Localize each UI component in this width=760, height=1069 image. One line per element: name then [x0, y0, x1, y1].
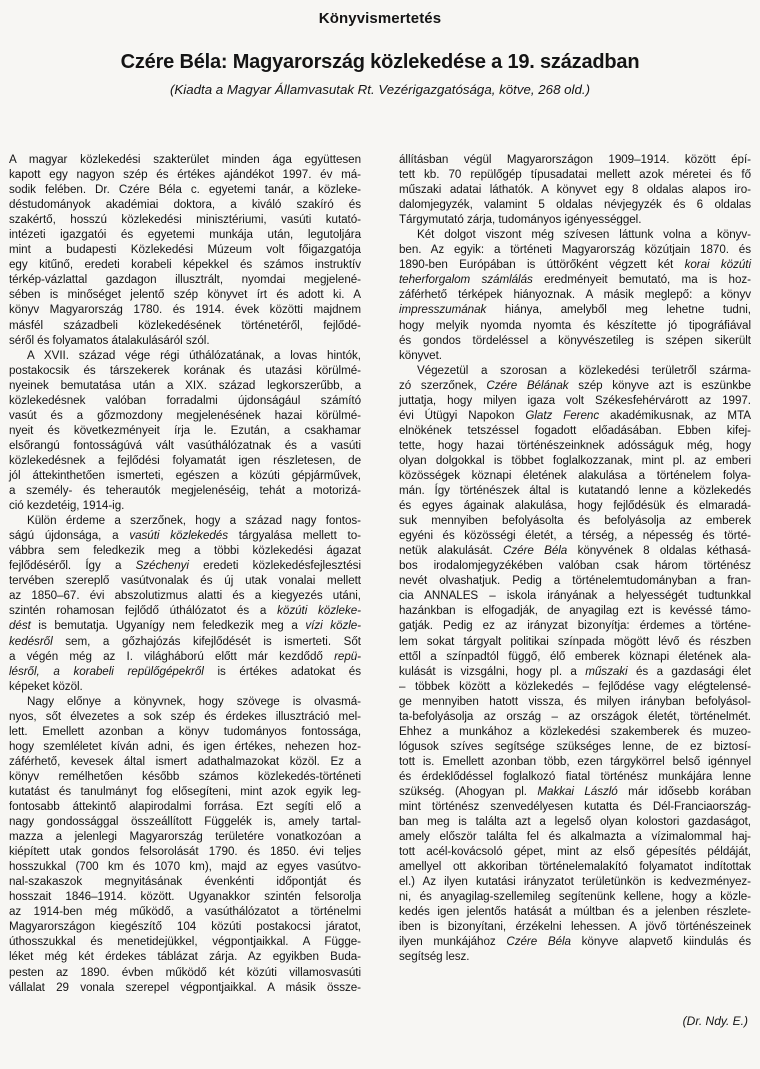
text-line: intézeti igazgatói és egyetemi munkája után, legutoljára [9, 228, 361, 242]
text-line: Két dolgot viszont még szívesen láttunk volna a könyv- [417, 228, 751, 242]
text-line: iben is bizonyítani, érzékelni lehessen. A jövő történészeinek [399, 920, 751, 934]
text-line: sodik felében. Dr. Czére Béla c. egyetemi tanár, a közleke- [9, 183, 361, 197]
text-line: és gondos tördeléssel a könyvészetileg is szépen sikerült [399, 333, 751, 347]
text-line: fontosabb áttekintő alapirodalmi forrása. Ezt segíti elő a [9, 800, 361, 814]
text-line: a végén még az I. világháború előtt már kezdődő repü- [9, 649, 361, 663]
text-line: nyos, sőt élvezetes a sok szép és érdekes illusztráció mel- [9, 709, 361, 723]
section-label: Könyvismertetés [318, 10, 442, 27]
text-line: egy kitűnő, eredeti korabeli képekkel és számos instruktív [9, 258, 361, 272]
text-line: ságú újdonsága, a vasúti közlekedés tárgyalása mellett to- [9, 529, 361, 543]
text-line: záférhető térképek hiányoznak. A másik meglepő: a könyv [399, 288, 751, 302]
text-line: hazánkban is elfogadják, de anyagilag ezt is kevéssé támo- [399, 604, 751, 618]
text-line: térkép-vázlattal gazdagon illusztrált, nyomdai megjelené- [9, 273, 361, 287]
text-line: tott is. Emellett azonban több, ezen tárgykörrel belső igénnyel [399, 754, 751, 768]
text-line: ban meg is találta azt a legelső olyan kolostori gazdaságot, [399, 815, 751, 829]
text-line: netük alakulását. Czére Béla könyvének 8 oldalas kéthasá- [399, 544, 751, 558]
text-line: úthosszukkal és menetidejükkel, végpontjaikkal. A Függe- [9, 935, 361, 949]
text-line: hogy szemléletet kíván adni, és igen értékes, nehezen hoz- [9, 739, 361, 753]
text-line: elnökének tetszéssel fogadott előadásában. Ebben kifej- [399, 423, 751, 437]
text-line: déstudományok akadémiai doktora, a kiváló szakíró és [9, 198, 361, 212]
text-line: ció kezdetéig, 1914-ig. [9, 499, 125, 513]
text-line: tette, hogy hazai történészeinknek adósságuk még, hogy [399, 438, 751, 452]
text-line: lem sokat tárgyalt politikai színpada mögött lévő és részben [399, 634, 751, 648]
text-line: Külön érdeme a szerzőnek, hogy a század nagy fontos- [27, 514, 361, 528]
text-line: nyeit és következményeit írja le. Ezután, a csakhamar [9, 423, 361, 437]
text-line: ettől a színpadtól függő, élő emberek köznapi életének ala- [399, 649, 751, 663]
text-line: ni, és anyagilag-szellemileg segítenünk kellene, hogy a közle- [399, 890, 751, 904]
text-line: könyvet. [399, 348, 442, 362]
text-line: kedésről sem, a gőzhajózás kifejlődését is ismerteti. Sőt [9, 634, 361, 648]
text-line: Tárgymutató zárja, tudományos igényességgel. [399, 213, 642, 227]
text-line: lógusok szíves segítsége szükséges lenne, de ez biztosí- [399, 739, 751, 753]
text-line: A XVII. század vége régi úthálózatának, a lovas hintók, [27, 348, 361, 362]
text-line: ben. Az egyik: a történeti Magyarország közútjain 1870. és [399, 243, 751, 257]
text-line: könyv remélhetően később számos közlekedés-történeti [9, 769, 361, 783]
text-line: másfél századbeli közlekedésének történetéről, fejlődé- [9, 318, 361, 332]
text-line: mán. Így történészek által is kutatandó lenne a közlekedés [399, 484, 751, 498]
article-title: Czére Béla: Magyarország közlekedése a 19. században [120, 51, 640, 73]
right-column [399, 152, 751, 965]
text-line: szükség. (Ahogyan pl. Makkai László már idősebb korában [399, 784, 752, 798]
text-line: évi Útügyi Napokon Glatz Ferenc akadémikusnak, az MTA [399, 408, 751, 422]
text-line: kutatást és tanulmányt fog elősegíteni, mint azok egyik leg- [9, 784, 361, 798]
text-line: A magyar közlekedési szakterület minden ága együttesen [9, 153, 361, 166]
text-line: lésről, a korabeli repülőgépekről is értékes adatokat és [9, 664, 361, 678]
text-line: sében is minőséget jelentő szép könyvet írt és adott ki. A [9, 288, 361, 302]
text-line: közlekedésnek valóban forradalmi újdonságául számító [9, 393, 361, 407]
text-line: közlekedésnek a fejlődési folyamatát igen részletesen, de [9, 453, 361, 467]
text-line: az 1914-ben még működő, a vasúthálózatot a történelmi [9, 905, 361, 919]
text-line: állításban végül Magyarországon 1909–1914. között épí- [399, 153, 751, 166]
text-line: vasút és a gőzmozdony megjelenésének hazai körülmé- [9, 408, 361, 422]
text-line: el.) Az ilyen kutatási irányzatot területünkön is kedvezményez- [399, 875, 751, 889]
text-line: bos irodalomjegyzékében valóban csak három történész [399, 559, 751, 573]
text-line: pesten az 1890. évben működő két közúti villamosvasúti [9, 965, 361, 979]
text-line: könyv Magyarország 1780. és 1914. évek közötti majdnem [9, 303, 361, 317]
text-line: kiépített utak gondos felsorolását 1790. és 1850. évi teljes [9, 845, 361, 859]
text-line: kedés igen jelentős hatását a múltban és a jelenben részlete- [399, 905, 751, 919]
text-line: szintén rohamosan fejlődő úthálózatot és a közúti közleke- [9, 604, 361, 618]
text-line: mazza a jelenlegi Magyarország területére vonatkozóan a [9, 830, 361, 844]
text-line: kapott egy nagyon szép és értékes ajándékot 1997. év má- [9, 168, 361, 182]
text-line: léket még két érdekes táblázat zárja. Az egyikben Buda- [9, 950, 361, 964]
text-line: a személy- és teherautók megjelenéséig, tehát a motorizá- [9, 484, 361, 498]
text-line: műszaki adatai láthatók. A könyvet egy 8 oldalas alapos iro- [399, 183, 751, 197]
text-line: záférhető, kevesek által ismert adathalmazokat közöl. Ez a [9, 754, 361, 768]
text-line: ilyen munkájához Czére Béla könyve alapvető kiindulás és [399, 935, 751, 949]
text-line: és egyes ágainak alakulása, hogy fejlődésük és elmaradá- [399, 499, 751, 513]
text-line: gatják. Pedig ez az irányzat bizonyítja: érdemes a történe- [399, 619, 751, 633]
text-line: lett. Emellett azonban a könyv tudományos fontossága, [9, 724, 361, 738]
text-line: nyeinek bemutatása után a XIX. század legkorszerűbb, a [9, 378, 361, 392]
text-line: cia ANNALES – iskola irányának a helyességét tudtunkkal [399, 589, 751, 603]
text-line: séről és folyamatos átalakulásáról szól. [9, 333, 210, 347]
text-line: és érdeklődéssel foglalkozó fiatal történész munkájára lenne [399, 769, 751, 783]
text-line: tett kb. 70 repülőgép típusadatai mellett azok méretei és fő [399, 168, 751, 182]
text-line: amely először találta fel és alkalmazta a vízimalommal haj- [399, 830, 751, 844]
article-subtitle: (Kiadta a Magyar Államvasutak Rt. Vezérigazgatósága, kötve, 268 old.) [169, 82, 591, 97]
text-line: tervében szereplő vasútvonalak és új utak vonalai mellett [9, 574, 361, 588]
text-line: 1890-ben Európában is úttörőként végzett két korai közúti [399, 258, 752, 272]
text-line: impresszumának hiánya, amelyből meg lehetne tudni, [399, 303, 751, 317]
text-line: suk mennyiben befolyásolta és befolyásolja az emberek [399, 514, 751, 528]
text-line: szakértő, hosszú közlekedési minisztériumi, vasúti kutató- [9, 213, 361, 227]
text-line: vállalat 29 vonala szerepel végpontjaikkal. A másik össze- [9, 980, 361, 994]
text-line: közösségek köznapi életének alakulása a történelem folya- [399, 468, 751, 482]
text-line: Magyarországon kiegészítő 104 közúti postakocsi járatot, [9, 920, 361, 934]
text-line: Ehhez a munkához a közlekedési szakemberek és muzeo- [399, 724, 751, 738]
text-line: dalomjegyzék, valamint 5 oldalas névjegyzék és 6 oldalas [399, 198, 751, 212]
text-line: zó szerzőnek, Czére Bélának szép könyve azt is eszünkbe [399, 378, 752, 392]
text-line: az 1850–67. évi abszolutizmus alatti és a kiegyezés utáni, [9, 589, 361, 603]
text-line: hosszait 1846–1914. között. Ugyanakkor szintén felsorolja [9, 890, 361, 904]
text-line: hogy melyik nyomda nyomta és készítette jó tipográfiával [399, 318, 751, 332]
left-column [9, 152, 361, 995]
text-line: dést is bemutatja. Ugyanígy nem feledkezik meg a vízi közle- [9, 619, 362, 633]
text-line: Nagy előnye a könyvnek, hogy szövege is olvasmá- [27, 694, 361, 708]
text-line: tott acél-kovácsoló gépet, mint az első gépesítés példáját, [399, 845, 751, 859]
text-line: – többek között a közlekedés – fejlődése vagy elégtelensé- [399, 679, 751, 693]
text-line: ge mennyiben hatott vissza, és milyen irányban befolyásol- [399, 694, 751, 708]
text-line: fejlődéséről. Így a Széchenyi eredeti közlekedésfejlesztési [9, 559, 361, 573]
text-line: képeket közöl. [9, 679, 83, 693]
text-line: kulását is vizsgálni, hogy pl. a műszaki és a gazdasági élet [399, 664, 751, 678]
text-line: olyan dolgokkal is többet foglalkozzanak, mint pl. az emberi [399, 453, 751, 467]
text-line: postakocsik és társzekerek korának és utazási körülmé- [9, 363, 361, 377]
text-line: nal-szakaszok megnyitásának évenkénti időpontját és [9, 875, 361, 889]
text-line: elsőrangú fontosságúvá vált vasúthálózatnak és a vasúti [9, 438, 361, 452]
text-line: mint történész szenvedélyesen kutatta és Dél-Franciaország- [399, 800, 751, 814]
text-line: jól áttekinthetően ismerteti, egészen a közúti gépjárművek, [9, 468, 361, 482]
text-line: Végezetül a szorosan a közlekedési területről szárma- [417, 363, 751, 377]
text-line: amellyel ott akkoriban történelemalakító folyamatot indítottak [399, 860, 751, 874]
text-line: nevét olvashatjuk. Pedig a történelemtudományban a fran- [399, 574, 751, 588]
text-line: vábbra sem feledkezik meg a többi közlekedési ágazat [9, 544, 361, 558]
text-line: ta-befolyásolja az ország – az országok életét, történelmét. [399, 709, 751, 723]
text-line: segítség lesz. [399, 950, 470, 964]
author-signature: (Dr. Ndy. E.) [682, 1014, 748, 1028]
text-line: mint a budapesti Közlekedési Múzeum volt főigazgatója [9, 243, 361, 257]
text-line: egyéni és közösségi életét, a térség, a népesség és törté- [399, 529, 751, 543]
text-line: teherforgalom számlálás eredményeit bemutató, ma is hoz- [399, 273, 751, 287]
text-line: nagy gondossággal összeállított Függelék is, amely tartal- [9, 815, 361, 829]
text-line: juttatja, hogy milyen igaza volt Székesfehérvárott az 1997. [399, 393, 751, 407]
text-line: hosszukkal (700 km és 1070 km), majd az egyes vasútvo- [9, 860, 361, 874]
